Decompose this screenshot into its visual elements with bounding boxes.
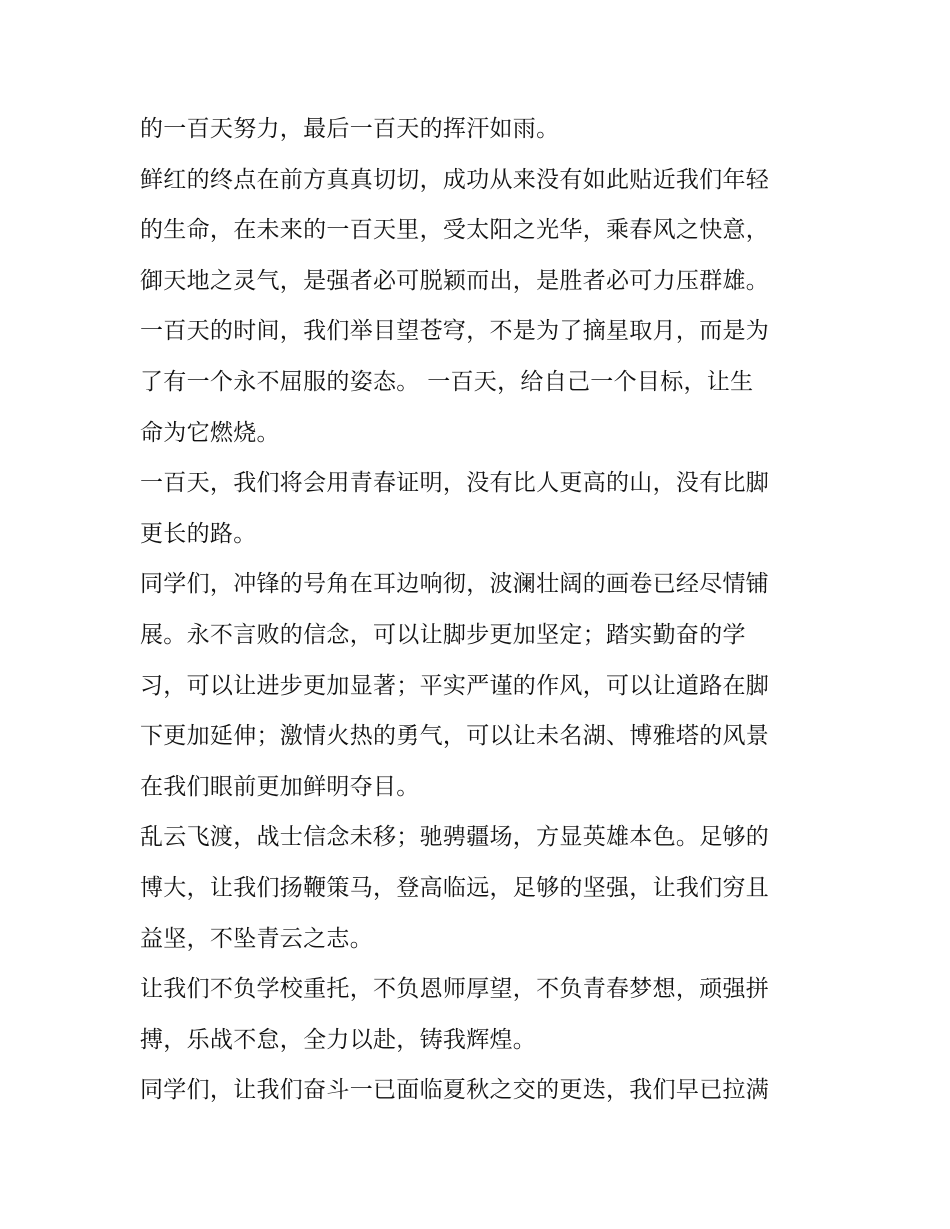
text-line: 博大，让我们扬鞭策马，登高临远，足够的坚强，让我们穷且 bbox=[140, 874, 770, 901]
text-line: 展。永不言败的信念，可以让脚步更加坚定；踏实勤奋的学 bbox=[140, 621, 746, 648]
text-line: 益坚，不坠青云之志。 bbox=[140, 925, 373, 952]
text-line: 在我们眼前更加鲜明夺目。 bbox=[140, 773, 420, 800]
text-line: 下更加延伸；激情火热的勇气，可以让未名湖、博雅塔的风景 bbox=[140, 723, 770, 750]
text-line: 鲜红的终点在前方真真切切，成功从来没有如此贴近我们年轻 bbox=[140, 166, 770, 193]
text-line: 一百天，我们将会用青春证明，没有比人更高的山，没有比脚 bbox=[140, 470, 770, 497]
text-line: 的生命，在未来的一百天里，受太阳之光华，乘春风之快意， bbox=[140, 217, 770, 244]
text-line: 更长的路。 bbox=[140, 520, 257, 547]
text-line: 乱云飞渡，战士信念未移；驰骋疆场，方显英雄本色。足够的 bbox=[140, 824, 770, 851]
text-line: 同学们，让我们奋斗一已面临夏秋之交的更迭，我们早已拉满 bbox=[140, 1077, 770, 1104]
text-line: 的一百天努力，最后一百天的挥汗如雨。 bbox=[140, 116, 560, 142]
body-text bbox=[140, 104, 830, 1116]
text-line: 一百天的时间，我们举目望苍穹，不是为了摘星取月，而是为 bbox=[140, 318, 770, 345]
text-line: 御天地之灵气，是强者必可脱颖而出，是胜者必可力压群雄。 bbox=[140, 267, 770, 294]
text-line: 让我们不负学校重托，不负恩师厚望，不负青春梦想，顽强拼 bbox=[140, 976, 770, 1003]
text-line: 命为它燃烧。 bbox=[140, 419, 280, 446]
text-line: 搏，乐战不怠，全力以赴，铸我辉煌。 bbox=[140, 1026, 537, 1053]
text-line: 同学们，冲锋的号角在耳边响彻，波澜壮阔的画卷已经尽情铺 bbox=[140, 571, 770, 598]
text-line: 了有一个永不屈服的姿态。 一百天，给自己一个目标，让生 bbox=[140, 368, 754, 395]
text-line: 习，可以让进步更加显著；平实严谨的作风，可以让道路在脚 bbox=[140, 672, 770, 699]
